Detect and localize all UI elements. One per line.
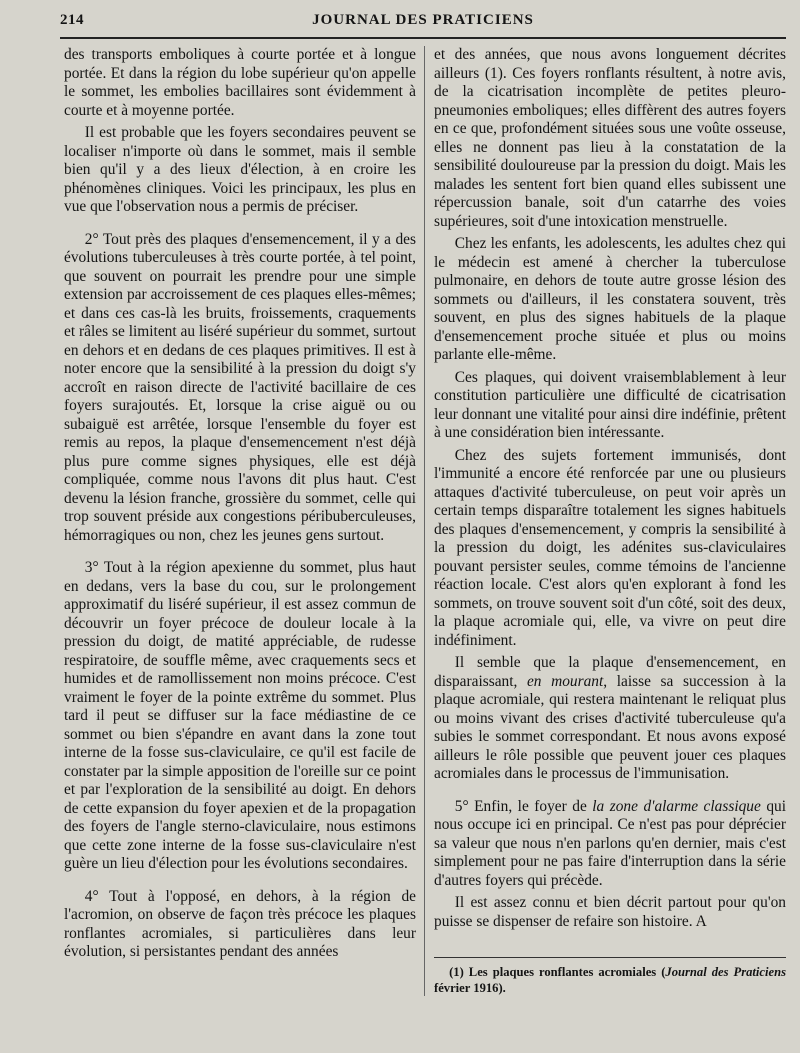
footnote-text [434, 964, 786, 996]
right-column [434, 46, 786, 931]
footnote-part: (1) Les plaques ronflantes acromiales ( [449, 965, 666, 979]
paragraph: 2° Tout près des plaques d'ensemencement, il y a des évolutions tuberculeuses à très courte portée, à tel point, que souvent on pourrait les prendre pour une simple extension par accroissement de ces plaques elles-mêmes; et dans ces cas-là les bruits, froissements, craquements et râles se limitent au liséré supérieur du sommet, surtout en dehors et en dedans de ces plaques primitives. Il est à noter encore que la sensibilité à la pression du doigt s'y accroît en raison directe de l'activité bacillaire de ces foyers surajoutés. Et, lorsque la crise aiguë ou ou subaiguë est arrêtée, lorsque l'ensemble du foyer est remis au repos, la plaque d'ensemencement n'est déjà plus pure comme signes physiques, elle est déjà compliquée, comme nous l'avons dit plus haut. C'est devenu la lésion franche, grossière du sommet, celle qui trop souvent préside aux congestions péribuberculeuses, hémorragiques ou non, chez les jeunes gens surtout. [64, 230, 416, 544]
paragraph [434, 447, 786, 651]
footnote-rule [434, 957, 786, 958]
page-number: 214 [60, 12, 84, 28]
paragraph-text: Chez des sujets fortement immunisés, dont l'immunité a encore été renforcée par une ou plusieurs attaques d'activité tuberculeuse, on peut voir après un certain temps disparaître totalement les signes habituels des plaques d'ensemencement, y compris la sensibilité à la pression du doigt, les adénites sus-claviculaires pouvant persister seules, comme témoins de l'ancienne réaction locale. C'est alors qu'en explorant à fond les sommets, on trouve souvent soit d'un côté, soit des deux, la plaque acromiale qui, elle, va vivre on peut dire indéfiniment. [434, 446, 786, 649]
paragraph-text: Il semble que la plaque d'ensemencement, en disparaissant, [434, 654, 786, 690]
header-rule [60, 37, 786, 39]
emphasis: la zone d'alarme classique [592, 797, 761, 815]
left-column [64, 46, 416, 962]
paragraph: des transports emboliques à courte portée et à longue portée. Et dans la région du lobe supérieur qu'on appelle le sommet, les embolies bacillaires sont évidemment à courte et à moyenne portée. [64, 46, 416, 119]
footnote-journal-title: Journal des Praticiens [665, 965, 786, 979]
paragraph-text: , laisse sa succession à la plaque acromiale, qui restera maintenant le reliquat plus ou moins vivant des crises d'activité tuberculeuse qu'a subies le sommet correspondant. Et nous avons exposé ailleurs le rôle possible que peuvent jouer ces plaques acromiales dans le processus de l'immunisation. [434, 672, 786, 782]
paragraph [434, 654, 786, 784]
paragraph: 3° Tout à la région apexienne du sommet, plus haut en dedans, vers la base du cou, sur le prolongement approximatif du liséré supérieur, il est assez commun de découvrir un foyer précoce de douleur locale à la pression du doigt, de matité appréciable, de rudesse respiratoire, de souffle même, avec craquements secs et humides et de ramollissement non moins précoce. C'est vraiment le foyer de la pointe extrême du sommet. Plus tard il peut se diffuser sur la face médiastine de ce sommet ou bien s'épandre en avant dans la zone tout interne de la fosse sus-claviculaire, ce qu'il est facile de constater par la simple apposition de l'oreille sur ce point et par l'exploration de la sensibilité au doigt. En dehors de cette expansion du foyer apexien et de la propagation des foyers de l'angle sterno-claviculaire, nous estimons que cette zone interne de la fosse sus-claviculaire n'est guère un lieu d'élection pour les évolutions secondaires. [64, 559, 416, 872]
paragraph [434, 798, 786, 891]
paragraph-text: 5° Enfin, le foyer de [454, 797, 593, 815]
footnote [434, 964, 786, 996]
footnote-part: février 1916). [434, 981, 506, 995]
paragraph: Il est assez connu et bien décrit partout pour qu'on puisse se dispenser de refaire son histoire. A [434, 894, 786, 930]
page-header [60, 10, 786, 36]
paragraph: 4° Tout à l'opposé, en dehors, à la région de l'acromion, on observe de façon très précoce les plaques ronflantes acromiales, si particulières dans leur évolution, si persistantes pendant des années [64, 887, 416, 960]
paragraph: Chez les enfants, les adolescents, les adultes chez qui le médecin est amené à chercher la tuberculose pulmonaire, en dehors de toute autre grosse lésion des sommets ou d'ailleurs, il les constatera souvent, très souvent, en plus des signes habituels de la plaque d'ensemencement proche située et plus ou moins parlante elle-même. [434, 235, 786, 363]
running-title: JOURNAL DES PRATICIENS [312, 12, 534, 28]
paragraph: Il est probable que les foyers secondaires peuvent se localiser n'importe où dans le sommet, mais il semble bien qu'il y a des lieux d'élection, à en croire les phénomènes cliniques. Voici les principaux, les plus en vue que l'observation nous a permis de préciser. [64, 124, 416, 215]
paragraph: Ces plaques, qui doivent vraisemblablement à leur constitution particulière une difficulté de cicatrisation leur donnant une vitalité pour ainsi dire indéfinie, prêtent à une considération bien intéressante. [434, 368, 786, 441]
column-divider [424, 46, 425, 996]
paragraph: et des années, que nous avons longuement décrites ailleurs (1). Ces foyers ronflants résultent, à notre avis, de la cicatrisation incomplète de petites pleuro-pneumonies emboliques; elles diffèrent des autres foyers en ce que, profondément situées sous une voûte osseuse, elles ne donnent pas lieu à la constatation de la sensibilité douloureuse par la pression du doigt. Mais les malades les sentent fort bien quand elles subissent une répercussion banale, soit d'un catarrhe des voies supérieures, soit d'une intoxication menstruelle. [434, 46, 786, 230]
paragraph-text: qui nous occupe ici en principal. Ce n'est pas pour déprécier sa valeur que nous n'en parlons qu'en dernier, mais c'est simplement pour ne pas faire d'interruption dans la série d'autres foyers qui précède. [434, 797, 786, 889]
emphasis: en mourant [526, 672, 604, 690]
